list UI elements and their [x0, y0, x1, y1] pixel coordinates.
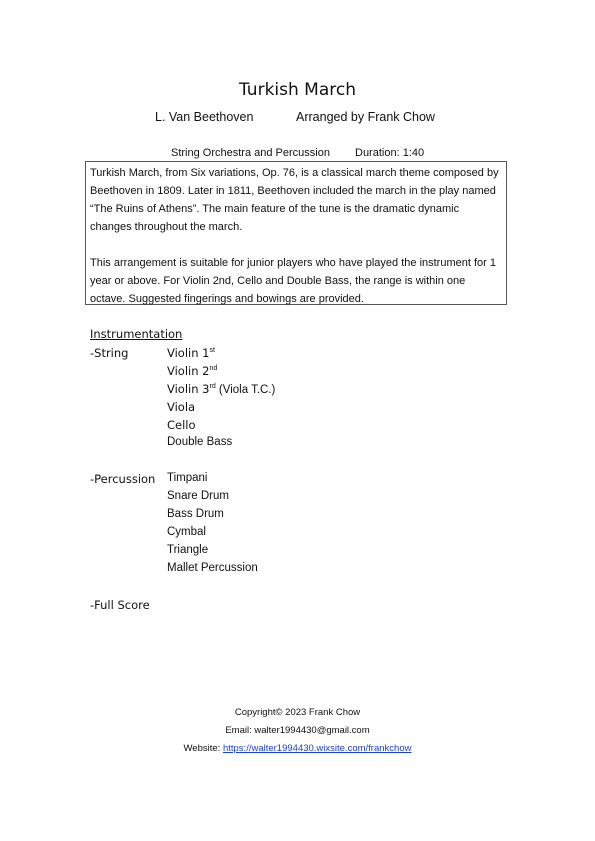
instrument-bass-drum: Bass Drum	[167, 508, 224, 520]
instrument-snare-drum: Snare Drum	[167, 490, 229, 502]
instrument-double-bass: Double Bass	[167, 436, 233, 448]
description-paragraph-2: This arrangement is suitable for junior players who have played the instrument for 1 year or above. For Violin 2nd, Cello and Double Bass, the range is within one octave. Suggested fingerings and bowings are provided.	[90, 257, 496, 305]
instrument-viola: Viola	[167, 400, 196, 414]
instrument-violin-1: Violin 1st	[167, 346, 215, 360]
instrument-mallet-percussion: Mallet Percussion	[167, 562, 258, 574]
instrumentation-heading: Instrumentation	[90, 327, 183, 341]
ensemble-label: String Orchestra and Percussion	[171, 147, 330, 159]
duration-label: Duration: 1:40	[355, 147, 425, 159]
website-link[interactable]: https://walter1994430.wixsite.com/frankchow	[222, 743, 412, 754]
composer-name: L. Van Beethoven	[155, 110, 254, 124]
description-box	[85, 161, 507, 305]
description-paragraph-1: Turkish March, from Six variations, Op. 76, is a classical march theme composed by Beethoven in 1809. Later in 1811, Beethoven included the march in the play named “The Ruins of Athens”. The main feature of the tune is the dramatic dynamic changes throughout the march.	[90, 167, 499, 233]
copyright-notice: Copyright© 2023 Frank Chow	[234, 707, 361, 718]
full-score-label: -Full Score	[90, 598, 150, 612]
instrument-cymbal: Cymbal	[167, 526, 206, 538]
page-title: Turkish March	[239, 80, 356, 100]
instrument-violin-2: Violin 2nd	[167, 364, 218, 378]
instrument-violin-3: Violin 3rd (Viola T.C.)	[167, 382, 276, 396]
contact-email: Email: walter1994430@gmail.com	[225, 725, 370, 736]
arranger-name: Arranged by Frank Chow	[296, 110, 435, 124]
instrument-triangle: Triangle	[167, 544, 209, 556]
website-line	[0, 743, 595, 754]
instrument-cello: Cello	[167, 418, 196, 432]
instrument-timpani: Timpani	[167, 472, 208, 484]
string-group-label: -String	[90, 346, 129, 360]
website-label: Website:	[183, 743, 223, 754]
percussion-group-label: -Percussion	[90, 472, 156, 486]
